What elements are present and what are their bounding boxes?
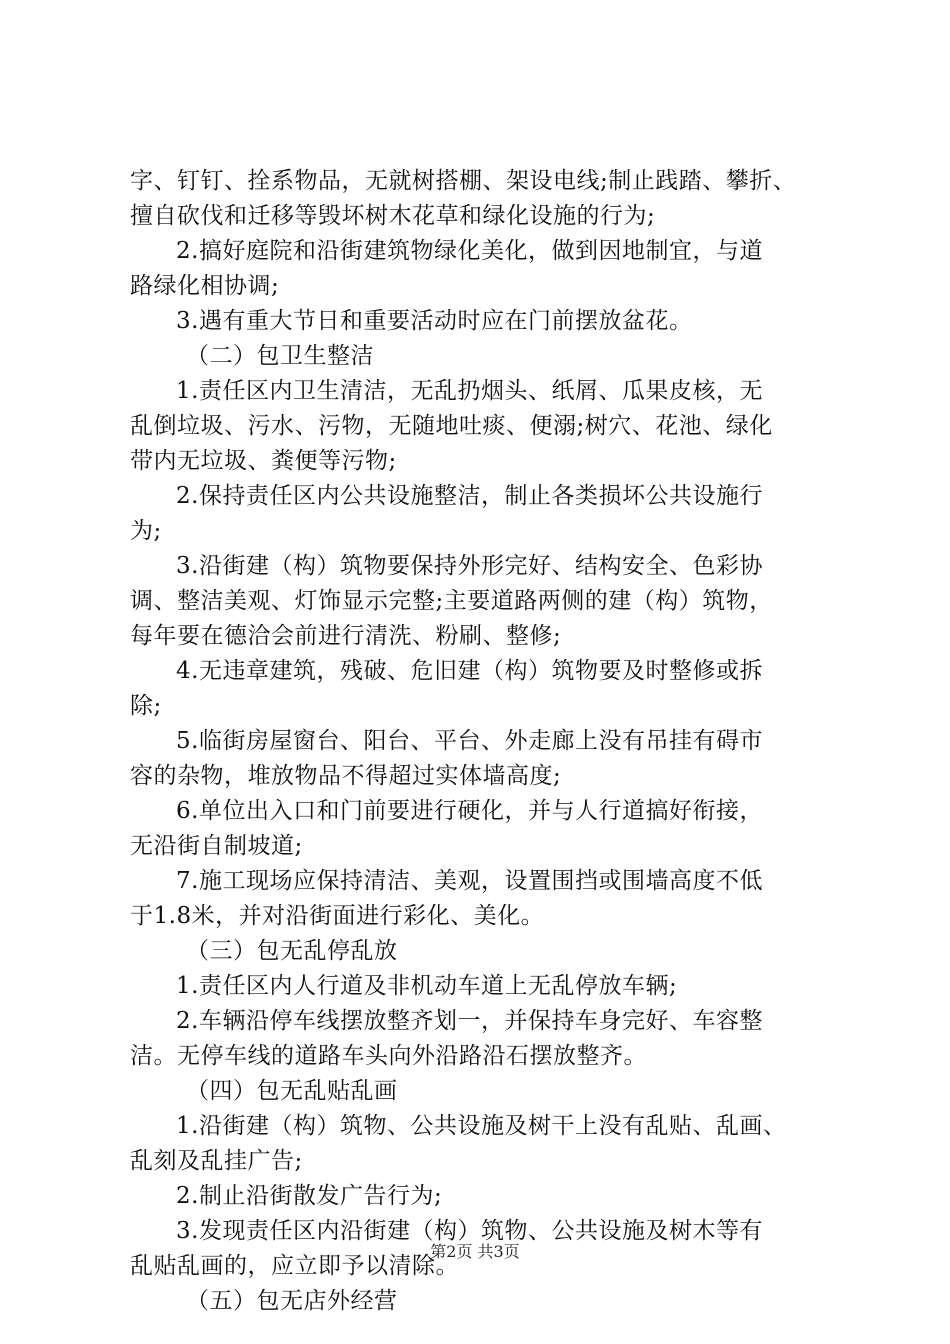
- text-line: 乱倒垃圾、污水、污物，无随地吐痰、便溺;树穴、花池、绿化: [130, 413, 773, 439]
- page-number: 第2页 共3页: [430, 1242, 520, 1261]
- text-line: 容的杂物，堆放物品不得超过实体墙高度;: [130, 763, 562, 789]
- text-line: 3.遇有重大节日和重要活动时应在门前摆放盆花。: [176, 308, 693, 334]
- text-line: 为;: [130, 518, 162, 544]
- section-heading: （三）包无乱停乱放: [186, 938, 398, 964]
- text-line: 3.沿街建（构）筑物要保持外形完好、结构安全、色彩协: [176, 553, 763, 579]
- text-line: 字、钉钉、拴系物品，无就树搭棚、架设电线;制止践踏、攀折、: [130, 168, 797, 194]
- text-line: 1.责任区内人行道及非机动车道上无乱停放车辆;: [176, 973, 678, 999]
- text-line: 6.单位出入口和门前要进行硬化，并与人行道搞好衔接，: [176, 798, 763, 824]
- text-line: 2.搞好庭院和沿街建筑物绿化美化，做到因地制宜，与道: [176, 238, 763, 264]
- text-line: 5.临街房屋窗台、阳台、平台、外走廊上没有吊挂有碍市: [176, 728, 763, 754]
- text-line: 1.沿街建（构）筑物、公共设施及树干上没有乱贴、乱画、: [176, 1113, 787, 1139]
- text-line: 擅自砍伐和迁移等毁坏树木花草和绿化设施的行为;: [130, 203, 656, 229]
- text-line: 乱刻及乱挂广告;: [130, 1148, 303, 1174]
- text-line: 每年要在德洽会前进行清洗、粉刷、整修;: [130, 623, 562, 649]
- text-line: 无沿街自制坡道;: [130, 833, 303, 859]
- section-heading: （四）包无乱贴乱画: [186, 1078, 398, 1104]
- text-line: 3.发现责任区内沿街建（构）筑物、公共设施及树木等有: [176, 1218, 763, 1244]
- text-line: 洁。无停车线的道路车头向外沿路沿石摆放整齐。: [130, 1043, 647, 1069]
- text-line: 于1.8米，并对沿街面进行彩化、美化。: [130, 903, 545, 929]
- text-line: 1.责任区内卫生清洁，无乱扔烟头、纸屑、瓜果皮核，无: [176, 378, 763, 404]
- section-heading: （二）包卫生整洁: [186, 343, 374, 369]
- text-line: 路绿化相协调;: [130, 273, 280, 299]
- text-line: 调、整洁美观、灯饰显示完整;主要道路两侧的建（构）筑物，: [130, 588, 773, 614]
- text-line: 7.施工现场应保持清洁、美观，设置围挡或围墙高度不低: [176, 868, 763, 894]
- text-line: 乱贴乱画的，应立即予以清除。: [130, 1253, 459, 1279]
- text-line: 4.无违章建筑，残破、危旧建（构）筑物要及时整修或拆: [176, 658, 763, 684]
- section-heading: （五）包无店外经营: [186, 1288, 398, 1314]
- text-line: 除;: [130, 693, 162, 719]
- text-line: 2.制止沿街散发广告行为;: [176, 1183, 443, 1209]
- text-line: 2.车辆沿停车线摆放整齐划一，并保持车身完好、车容整: [176, 1008, 763, 1034]
- text-line: 2.保持责任区内公共设施整洁，制止各类损坏公共设施行: [176, 483, 763, 509]
- text-line: 带内无垃圾、粪便等污物;: [130, 448, 397, 474]
- document-body: [130, 164, 830, 1319]
